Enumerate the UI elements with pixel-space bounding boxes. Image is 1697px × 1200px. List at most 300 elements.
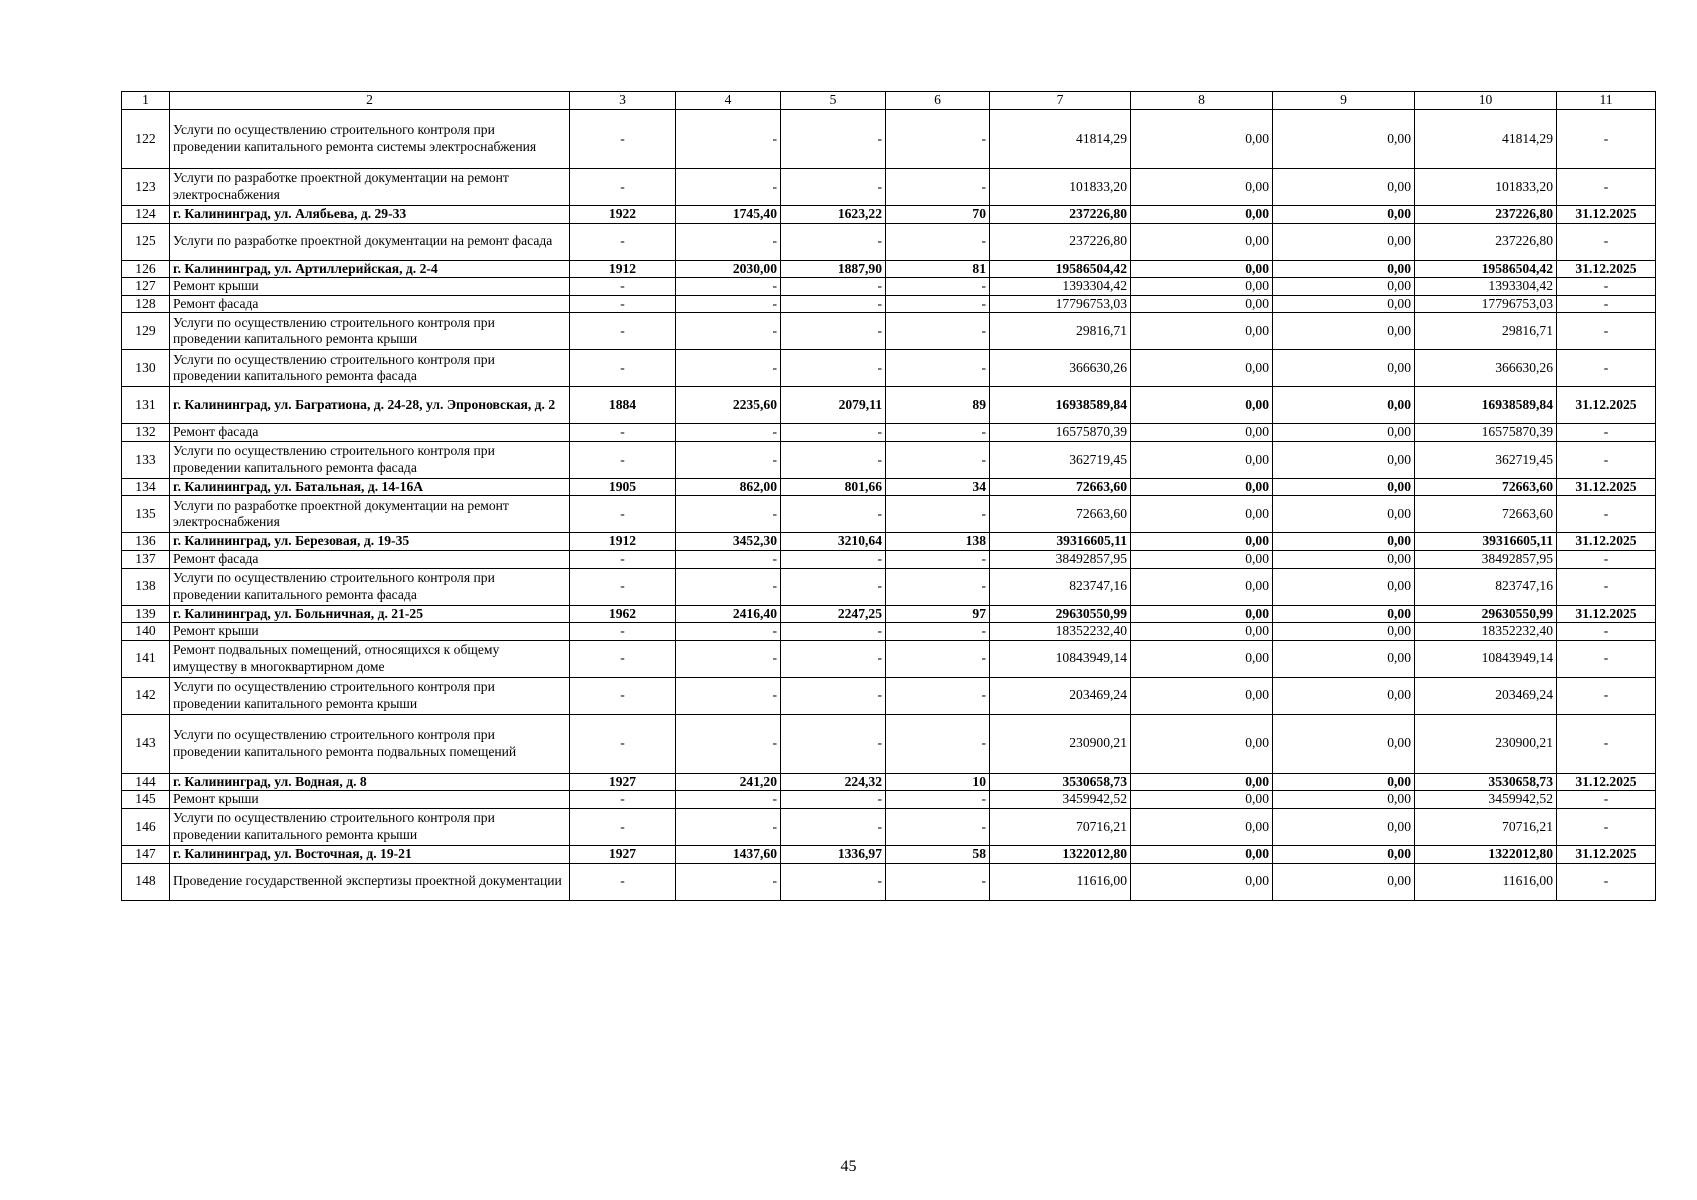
col3-cell: - xyxy=(570,313,676,350)
col11-cell: - xyxy=(1557,791,1656,809)
col4-cell: - xyxy=(676,441,781,478)
col9-cell: 0,00 xyxy=(1273,533,1415,551)
col10-cell: 17796753,03 xyxy=(1415,295,1557,313)
table-header-row xyxy=(122,92,1656,110)
col6-cell: - xyxy=(886,640,990,677)
col7-cell: 39316605,11 xyxy=(990,533,1131,551)
col3-cell: 1912 xyxy=(570,260,676,278)
col6-cell: - xyxy=(886,551,990,569)
col10-cell: 237226,80 xyxy=(1415,223,1557,260)
col4-cell: 862,00 xyxy=(676,478,781,496)
row-number-cell: 130 xyxy=(122,350,170,387)
col5-cell: 1336,97 xyxy=(781,845,886,863)
col5-cell: - xyxy=(781,169,886,206)
col6-cell: - xyxy=(886,568,990,605)
col8-cell: 0,00 xyxy=(1131,260,1273,278)
col6-cell: - xyxy=(886,350,990,387)
col3-cell: - xyxy=(570,677,676,714)
col5-cell: - xyxy=(781,223,886,260)
col7-cell: 11616,00 xyxy=(990,863,1131,900)
col4-cell: - xyxy=(676,496,781,533)
col11-cell: - xyxy=(1557,350,1656,387)
col4-cell: 241,20 xyxy=(676,773,781,791)
col4-cell: - xyxy=(676,568,781,605)
header-cell: 6 xyxy=(886,92,990,110)
description-cell: Ремонт подвальных помещений, относящихся к общему имуществу в многоквартирном доме xyxy=(170,640,570,677)
col3-cell: - xyxy=(570,863,676,900)
description-cell: Ремонт фасада xyxy=(170,295,570,313)
row-number-cell: 145 xyxy=(122,791,170,809)
col6-cell: - xyxy=(886,313,990,350)
col4-cell: - xyxy=(676,223,781,260)
col8-cell: 0,00 xyxy=(1131,845,1273,863)
row-number-cell: 122 xyxy=(122,110,170,169)
col3-cell: - xyxy=(570,169,676,206)
col6-cell: - xyxy=(886,278,990,296)
col6-cell: - xyxy=(886,441,990,478)
col9-cell: 0,00 xyxy=(1273,714,1415,773)
col6-cell: 70 xyxy=(886,206,990,224)
description-cell: г. Калининград, ул. Больничная, д. 21-25 xyxy=(170,605,570,623)
col5-cell: - xyxy=(781,313,886,350)
col3-cell: 1962 xyxy=(570,605,676,623)
col9-cell: 0,00 xyxy=(1273,441,1415,478)
col7-cell: 10843949,14 xyxy=(990,640,1131,677)
col11-cell: 31.12.2025 xyxy=(1557,605,1656,623)
header-cell: 5 xyxy=(781,92,886,110)
description-cell: Услуги по разработке проектной документации на ремонт фасада xyxy=(170,223,570,260)
col5-cell: - xyxy=(781,441,886,478)
col9-cell: 0,00 xyxy=(1273,845,1415,863)
works-table xyxy=(121,91,1656,901)
col9-cell: 0,00 xyxy=(1273,110,1415,169)
col11-cell: 31.12.2025 xyxy=(1557,773,1656,791)
row-number-cell: 148 xyxy=(122,863,170,900)
header-cell: 3 xyxy=(570,92,676,110)
col3-cell: - xyxy=(570,808,676,845)
col9-cell: 0,00 xyxy=(1273,313,1415,350)
table-row xyxy=(122,110,1656,169)
description-cell: Ремонт крыши xyxy=(170,278,570,296)
row-number-cell: 125 xyxy=(122,223,170,260)
col10-cell: 39316605,11 xyxy=(1415,533,1557,551)
col5-cell: 801,66 xyxy=(781,478,886,496)
col7-cell: 29816,71 xyxy=(990,313,1131,350)
col8-cell: 0,00 xyxy=(1131,478,1273,496)
col5-cell: - xyxy=(781,623,886,641)
table-row xyxy=(122,640,1656,677)
col7-cell: 3530658,73 xyxy=(990,773,1131,791)
col8-cell: 0,00 xyxy=(1131,677,1273,714)
row-number-cell: 127 xyxy=(122,278,170,296)
table-row xyxy=(122,424,1656,442)
col7-cell: 362719,45 xyxy=(990,441,1131,478)
col6-cell: - xyxy=(886,169,990,206)
header-cell: 8 xyxy=(1131,92,1273,110)
table-row xyxy=(122,845,1656,863)
header-cell: 2 xyxy=(170,92,570,110)
row-number-cell: 138 xyxy=(122,568,170,605)
col4-cell: 2030,00 xyxy=(676,260,781,278)
col3-cell: - xyxy=(570,623,676,641)
col11-cell: - xyxy=(1557,863,1656,900)
header-cell: 1 xyxy=(122,92,170,110)
row-number-cell: 146 xyxy=(122,808,170,845)
row-number-cell: 144 xyxy=(122,773,170,791)
col9-cell: 0,00 xyxy=(1273,260,1415,278)
col8-cell: 0,00 xyxy=(1131,223,1273,260)
table-row xyxy=(122,623,1656,641)
col8-cell: 0,00 xyxy=(1131,714,1273,773)
col10-cell: 101833,20 xyxy=(1415,169,1557,206)
col8-cell: 0,00 xyxy=(1131,808,1273,845)
col7-cell: 16938589,84 xyxy=(990,387,1131,424)
col11-cell: - xyxy=(1557,623,1656,641)
col4-cell: - xyxy=(676,714,781,773)
row-number-cell: 136 xyxy=(122,533,170,551)
col8-cell: 0,00 xyxy=(1131,791,1273,809)
col6-cell: 81 xyxy=(886,260,990,278)
col4-cell: 1437,60 xyxy=(676,845,781,863)
header-cell: 10 xyxy=(1415,92,1557,110)
col3-cell: - xyxy=(570,714,676,773)
col8-cell: 0,00 xyxy=(1131,623,1273,641)
col11-cell: - xyxy=(1557,110,1656,169)
col8-cell: 0,00 xyxy=(1131,496,1273,533)
col6-cell: - xyxy=(886,623,990,641)
col4-cell: - xyxy=(676,808,781,845)
col5-cell: - xyxy=(781,110,886,169)
col3-cell: 1922 xyxy=(570,206,676,224)
col7-cell: 237226,80 xyxy=(990,223,1131,260)
col7-cell: 230900,21 xyxy=(990,714,1131,773)
col6-cell: - xyxy=(886,863,990,900)
col8-cell: 0,00 xyxy=(1131,295,1273,313)
col7-cell: 3459942,52 xyxy=(990,791,1131,809)
col5-cell: - xyxy=(781,677,886,714)
col11-cell: 31.12.2025 xyxy=(1557,478,1656,496)
col6-cell: - xyxy=(886,677,990,714)
col7-cell: 38492857,95 xyxy=(990,551,1131,569)
col10-cell: 3530658,73 xyxy=(1415,773,1557,791)
col9-cell: 0,00 xyxy=(1273,278,1415,296)
col7-cell: 18352232,40 xyxy=(990,623,1131,641)
table-row xyxy=(122,387,1656,424)
col9-cell: 0,00 xyxy=(1273,863,1415,900)
description-cell: Проведение государственной экспертизы проектной документации xyxy=(170,863,570,900)
col5-cell: - xyxy=(781,295,886,313)
col5-cell: - xyxy=(781,714,886,773)
col6-cell: - xyxy=(886,791,990,809)
col6-cell: - xyxy=(886,714,990,773)
col6-cell: 89 xyxy=(886,387,990,424)
col5-cell: 2079,11 xyxy=(781,387,886,424)
col10-cell: 203469,24 xyxy=(1415,677,1557,714)
table-row xyxy=(122,791,1656,809)
col9-cell: 0,00 xyxy=(1273,496,1415,533)
col9-cell: 0,00 xyxy=(1273,169,1415,206)
col3-cell: 1927 xyxy=(570,845,676,863)
col7-cell: 72663,60 xyxy=(990,496,1131,533)
col4-cell: - xyxy=(676,278,781,296)
col5-cell: - xyxy=(781,496,886,533)
col11-cell: - xyxy=(1557,551,1656,569)
col9-cell: 0,00 xyxy=(1273,568,1415,605)
col9-cell: 0,00 xyxy=(1273,387,1415,424)
col11-cell: 31.12.2025 xyxy=(1557,387,1656,424)
col4-cell: - xyxy=(676,110,781,169)
table-row xyxy=(122,278,1656,296)
row-number-cell: 129 xyxy=(122,313,170,350)
row-number-cell: 135 xyxy=(122,496,170,533)
col7-cell: 16575870,39 xyxy=(990,424,1131,442)
col8-cell: 0,00 xyxy=(1131,387,1273,424)
col11-cell: 31.12.2025 xyxy=(1557,206,1656,224)
table-row xyxy=(122,568,1656,605)
col9-cell: 0,00 xyxy=(1273,350,1415,387)
col4-cell: 2235,60 xyxy=(676,387,781,424)
row-number-cell: 142 xyxy=(122,677,170,714)
col9-cell: 0,00 xyxy=(1273,791,1415,809)
col10-cell: 29816,71 xyxy=(1415,313,1557,350)
col8-cell: 0,00 xyxy=(1131,533,1273,551)
col11-cell: - xyxy=(1557,714,1656,773)
col11-cell: - xyxy=(1557,223,1656,260)
col9-cell: 0,00 xyxy=(1273,206,1415,224)
col11-cell: - xyxy=(1557,496,1656,533)
col6-cell: 10 xyxy=(886,773,990,791)
description-cell: г. Калининград, ул. Алябьева, д. 29-33 xyxy=(170,206,570,224)
row-number-cell: 143 xyxy=(122,714,170,773)
col8-cell: 0,00 xyxy=(1131,640,1273,677)
description-cell: Услуги по осуществлению строительного контроля при проведении капитального ремонта крыши xyxy=(170,313,570,350)
col8-cell: 0,00 xyxy=(1131,424,1273,442)
col9-cell: 0,00 xyxy=(1273,223,1415,260)
col6-cell: - xyxy=(886,295,990,313)
col10-cell: 70716,21 xyxy=(1415,808,1557,845)
table-row xyxy=(122,808,1656,845)
col4-cell: - xyxy=(676,623,781,641)
col4-cell: - xyxy=(676,551,781,569)
table-row xyxy=(122,714,1656,773)
col5-cell: - xyxy=(781,640,886,677)
col10-cell: 1322012,80 xyxy=(1415,845,1557,863)
col3-cell: - xyxy=(570,496,676,533)
description-cell: г. Калининград, ул. Восточная, д. 19-21 xyxy=(170,845,570,863)
col8-cell: 0,00 xyxy=(1131,350,1273,387)
col5-cell: - xyxy=(781,863,886,900)
col8-cell: 0,00 xyxy=(1131,278,1273,296)
col6-cell: - xyxy=(886,808,990,845)
col4-cell: 3452,30 xyxy=(676,533,781,551)
col8-cell: 0,00 xyxy=(1131,169,1273,206)
row-number-cell: 128 xyxy=(122,295,170,313)
col4-cell: - xyxy=(676,350,781,387)
row-number-cell: 133 xyxy=(122,441,170,478)
col10-cell: 237226,80 xyxy=(1415,206,1557,224)
description-cell: г. Калининград, ул. Артиллерийская, д. 2-4 xyxy=(170,260,570,278)
col3-cell: - xyxy=(570,551,676,569)
col10-cell: 16938589,84 xyxy=(1415,387,1557,424)
description-cell: Услуги по осуществлению строительного контроля при проведении капитального ремонта системы электроснабжения xyxy=(170,110,570,169)
col9-cell: 0,00 xyxy=(1273,424,1415,442)
col7-cell: 72663,60 xyxy=(990,478,1131,496)
description-cell: Ремонт фасада xyxy=(170,551,570,569)
col7-cell: 29630550,99 xyxy=(990,605,1131,623)
col6-cell: 58 xyxy=(886,845,990,863)
col10-cell: 10843949,14 xyxy=(1415,640,1557,677)
row-number-cell: 137 xyxy=(122,551,170,569)
col4-cell: - xyxy=(676,169,781,206)
col3-cell: - xyxy=(570,110,676,169)
row-number-cell: 134 xyxy=(122,478,170,496)
header-cell: 7 xyxy=(990,92,1131,110)
col9-cell: 0,00 xyxy=(1273,478,1415,496)
col10-cell: 72663,60 xyxy=(1415,478,1557,496)
col4-cell: - xyxy=(676,295,781,313)
col7-cell: 41814,29 xyxy=(990,110,1131,169)
col3-cell: 1912 xyxy=(570,533,676,551)
col3-cell: 1905 xyxy=(570,478,676,496)
col10-cell: 18352232,40 xyxy=(1415,623,1557,641)
col5-cell: 3210,64 xyxy=(781,533,886,551)
col3-cell: - xyxy=(570,278,676,296)
col8-cell: 0,00 xyxy=(1131,568,1273,605)
col3-cell: - xyxy=(570,568,676,605)
col10-cell: 230900,21 xyxy=(1415,714,1557,773)
col6-cell: - xyxy=(886,424,990,442)
col9-cell: 0,00 xyxy=(1273,623,1415,641)
table-row xyxy=(122,260,1656,278)
col10-cell: 72663,60 xyxy=(1415,496,1557,533)
row-number-cell: 131 xyxy=(122,387,170,424)
col11-cell: - xyxy=(1557,808,1656,845)
description-cell: Ремонт крыши xyxy=(170,623,570,641)
col11-cell: 31.12.2025 xyxy=(1557,533,1656,551)
col3-cell: - xyxy=(570,350,676,387)
col5-cell: - xyxy=(781,424,886,442)
col5-cell: 224,32 xyxy=(781,773,886,791)
description-cell: Услуги по осуществлению строительного контроля при проведении капитального ремонта крыши xyxy=(170,808,570,845)
header-cell: 11 xyxy=(1557,92,1656,110)
col3-cell: 1927 xyxy=(570,773,676,791)
col10-cell: 362719,45 xyxy=(1415,441,1557,478)
description-cell: Ремонт крыши xyxy=(170,791,570,809)
col9-cell: 0,00 xyxy=(1273,677,1415,714)
col5-cell: 2247,25 xyxy=(781,605,886,623)
col6-cell: - xyxy=(886,110,990,169)
col4-cell: - xyxy=(676,791,781,809)
col3-cell: - xyxy=(570,791,676,809)
col7-cell: 237226,80 xyxy=(990,206,1131,224)
row-number-cell: 139 xyxy=(122,605,170,623)
col7-cell: 17796753,03 xyxy=(990,295,1131,313)
col3-cell: 1884 xyxy=(570,387,676,424)
description-cell: г. Калининград, ул. Батальная, д. 14-16А xyxy=(170,478,570,496)
col10-cell: 19586504,42 xyxy=(1415,260,1557,278)
col3-cell: - xyxy=(570,441,676,478)
col11-cell: 31.12.2025 xyxy=(1557,260,1656,278)
col8-cell: 0,00 xyxy=(1131,441,1273,478)
col7-cell: 70716,21 xyxy=(990,808,1131,845)
table-row xyxy=(122,295,1656,313)
col6-cell: 138 xyxy=(886,533,990,551)
col8-cell: 0,00 xyxy=(1131,313,1273,350)
table-body xyxy=(122,92,1656,901)
header-cell: 9 xyxy=(1273,92,1415,110)
col6-cell: 34 xyxy=(886,478,990,496)
col3-cell: - xyxy=(570,640,676,677)
description-cell: Услуги по разработке проектной документации на ремонт электроснабжения xyxy=(170,496,570,533)
col7-cell: 1393304,42 xyxy=(990,278,1131,296)
description-cell: Услуги по осуществлению строительного контроля при проведении капитального ремонта крыши xyxy=(170,677,570,714)
col11-cell: - xyxy=(1557,295,1656,313)
description-cell: Услуги по осуществлению строительного контроля при проведении капитального ремонта фасада xyxy=(170,568,570,605)
col5-cell: 1887,90 xyxy=(781,260,886,278)
col5-cell: - xyxy=(781,551,886,569)
col8-cell: 0,00 xyxy=(1131,863,1273,900)
col11-cell: - xyxy=(1557,313,1656,350)
col5-cell: - xyxy=(781,791,886,809)
table-row xyxy=(122,350,1656,387)
col10-cell: 16575870,39 xyxy=(1415,424,1557,442)
table-row xyxy=(122,773,1656,791)
row-number-cell: 147 xyxy=(122,845,170,863)
col7-cell: 823747,16 xyxy=(990,568,1131,605)
description-cell: Ремонт фасада xyxy=(170,424,570,442)
col11-cell: - xyxy=(1557,640,1656,677)
col9-cell: 0,00 xyxy=(1273,640,1415,677)
row-number-cell: 123 xyxy=(122,169,170,206)
row-number-cell: 140 xyxy=(122,623,170,641)
col3-cell: - xyxy=(570,223,676,260)
col10-cell: 1393304,42 xyxy=(1415,278,1557,296)
col6-cell: - xyxy=(886,496,990,533)
col10-cell: 823747,16 xyxy=(1415,568,1557,605)
col8-cell: 0,00 xyxy=(1131,773,1273,791)
col4-cell: 1745,40 xyxy=(676,206,781,224)
table-row xyxy=(122,223,1656,260)
col5-cell: - xyxy=(781,350,886,387)
col7-cell: 366630,26 xyxy=(990,350,1131,387)
col6-cell: - xyxy=(886,223,990,260)
col5-cell: - xyxy=(781,808,886,845)
col4-cell: - xyxy=(676,424,781,442)
col8-cell: 0,00 xyxy=(1131,110,1273,169)
col10-cell: 366630,26 xyxy=(1415,350,1557,387)
header-cell: 4 xyxy=(676,92,781,110)
table-row xyxy=(122,533,1656,551)
col11-cell: 31.12.2025 xyxy=(1557,845,1656,863)
description-cell: Услуги по разработке проектной документации на ремонт электроснабжения xyxy=(170,169,570,206)
description-cell: г. Калининград, ул. Багратиона, д. 24-28, ул. Эпроновская, д. 2 xyxy=(170,387,570,424)
table-row xyxy=(122,677,1656,714)
col11-cell: - xyxy=(1557,169,1656,206)
col10-cell: 3459942,52 xyxy=(1415,791,1557,809)
col11-cell: - xyxy=(1557,568,1656,605)
description-cell: г. Калининград, ул. Водная, д. 8 xyxy=(170,773,570,791)
table-row xyxy=(122,478,1656,496)
col3-cell: - xyxy=(570,295,676,313)
col10-cell: 41814,29 xyxy=(1415,110,1557,169)
row-number-cell: 124 xyxy=(122,206,170,224)
col10-cell: 11616,00 xyxy=(1415,863,1557,900)
row-number-cell: 141 xyxy=(122,640,170,677)
col5-cell: - xyxy=(781,568,886,605)
col8-cell: 0,00 xyxy=(1131,551,1273,569)
col9-cell: 0,00 xyxy=(1273,605,1415,623)
col9-cell: 0,00 xyxy=(1273,551,1415,569)
